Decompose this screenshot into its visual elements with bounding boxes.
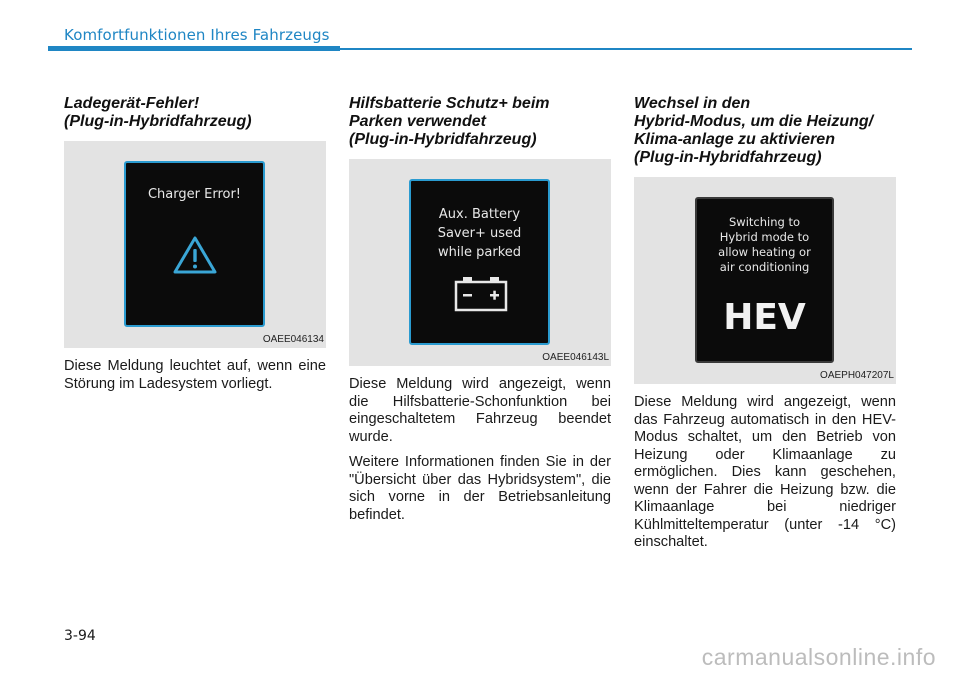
display-line: air conditioning: [719, 260, 810, 274]
display-message: Charger Error!: [147, 187, 242, 202]
display-message: [697, 215, 832, 275]
cluster-display: [695, 197, 834, 363]
section-title: Komfortfunktionen Ihres Fahrzeugs: [64, 26, 330, 44]
column-heading: [349, 95, 611, 149]
body-paragraph: Diese Meldung wird angezeigt, wenn das Fahrzeug automatisch in den HEV-Modus schaltet, um den Betrieb von Heizung oder Klimaanlage zu ermöglichen. Dies kann geschehen, wenn der Fahrer die Heizung bzw. die Klimaanlage bei niedriger Kühlmitteltemperatur (unter -14 °C) einschaltet.: [634, 394, 896, 550]
column-heading: [64, 95, 326, 131]
heading-line: (Plug-in-Hybridfahrzeug): [634, 149, 822, 166]
column-heading: [634, 95, 896, 167]
heading-line: Wechsel in den: [634, 95, 751, 112]
battery-icon: [453, 275, 509, 313]
display-line: Aux. Battery: [438, 207, 521, 222]
display-line: Hybrid mode to: [719, 230, 810, 244]
figure-aux-battery: [349, 159, 611, 366]
warning-triangle-icon: [172, 235, 218, 275]
figure-hybrid-mode: [634, 177, 896, 384]
column-hybrid-mode: [634, 95, 896, 552]
heading-line: Klima-anlage zu aktivieren: [634, 131, 835, 148]
display-line: allow heating or: [718, 245, 811, 259]
column-charger-error: [64, 95, 326, 393]
watermark: carmanualsonline.info: [701, 644, 936, 670]
heading-line: Ladegerät-Fehler!: [64, 95, 200, 112]
heading-line: (Plug-in-Hybridfahrzeug): [64, 113, 252, 130]
figure-code: OAEPH047207L: [820, 370, 894, 381]
heading-line: Hybrid-Modus, um die Heizung/: [634, 113, 874, 130]
display-line: Saver+ used: [437, 226, 522, 241]
display-line: while parked: [437, 245, 522, 260]
header-rule-thin: [340, 48, 912, 50]
display-message: [411, 205, 548, 262]
header-rule-thick: [48, 46, 340, 51]
figure-code: OAEE046143L: [542, 352, 609, 363]
body-paragraph: Diese Meldung wird angezeigt, wenn die Hilfsbatterie-Schonfunktion bei eingeschaltetem Fahrzeug beendet wurde.: [349, 376, 611, 445]
heading-line: Hilfsbatterie Schutz+ beim: [349, 95, 550, 112]
hev-label: HEV: [723, 297, 806, 338]
heading-line: Parken verwendet: [349, 113, 486, 130]
body-paragraph: Weitere Informationen finden Sie in der "Übersicht über das Hybridsystem", die sich vorne in der Betriebsanleitung befindet.: [349, 454, 611, 523]
cluster-display: [124, 161, 265, 327]
cluster-display: [409, 179, 550, 345]
body-paragraph: Diese Meldung leuchtet auf, wenn eine Störung im Ladesystem vorliegt.: [64, 358, 326, 392]
figure-charger-error: [64, 141, 326, 348]
heading-line: (Plug-in-Hybridfahrzeug): [349, 131, 537, 148]
column-aux-battery: [349, 95, 611, 524]
display-line: Switching to: [728, 215, 800, 229]
page-number: 3-94: [64, 628, 96, 644]
figure-code: OAEE046134: [262, 334, 324, 345]
